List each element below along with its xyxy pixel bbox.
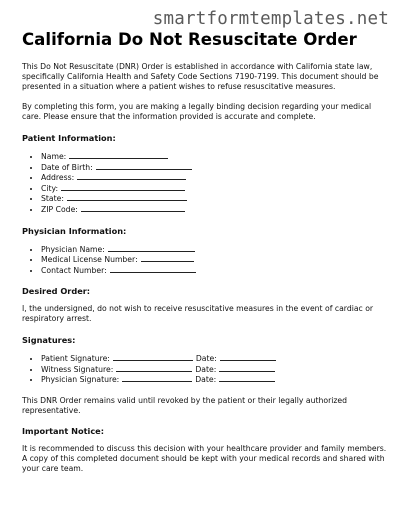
patient-date-line[interactable]	[220, 353, 276, 361]
patient-info-heading: Patient Information:	[22, 132, 116, 143]
witness-signature-item: • Witness Signature: Date:	[41, 364, 387, 375]
physician-name-item: • Physician Name:	[41, 244, 387, 255]
physician-contact-line[interactable]	[110, 265, 196, 273]
witness-date-line[interactable]	[219, 364, 275, 372]
patient-signature-line[interactable]	[113, 353, 193, 361]
dnr-document	[22, 30, 387, 485]
patient-state-line[interactable]	[67, 193, 187, 201]
patient-city-line[interactable]	[61, 183, 185, 191]
patient-name-item: • Name:	[41, 151, 387, 162]
patient-signature-item: • Patient Signature: Date:	[41, 353, 387, 364]
patient-city-item: • City:	[41, 183, 387, 194]
physician-name-line[interactable]	[108, 244, 195, 252]
patient-info-list	[22, 151, 387, 215]
patient-state-item: • State:	[41, 193, 387, 204]
physician-signature-item: • Physician Signature: Date:	[41, 374, 387, 385]
important-notice-heading: Important Notice:	[22, 426, 105, 437]
patient-zip-item: • ZIP Code:	[41, 204, 387, 215]
desired-order-text: I, the undersigned, do not wish to receive resuscitative measures in the event of cardiac or respiratory arrest.	[22, 304, 374, 324]
binding-notice-paragraph: By completing this form, you are making a legally binding decision regarding your medical care. Please ensure that the information provided is accurate and complete.	[22, 102, 372, 122]
physician-info-list	[22, 244, 387, 276]
patient-address-item: • Address:	[41, 172, 387, 183]
patient-address-line[interactable]	[77, 172, 186, 180]
signatures-heading: Signatures:	[22, 334, 76, 345]
physician-license-item: • Medical License Number:	[41, 254, 387, 265]
physician-contact-item: • Contact Number:	[41, 265, 387, 276]
physician-signature-line[interactable]	[122, 374, 192, 382]
desired-order-heading: Desired Order:	[22, 286, 91, 297]
physician-info-heading: Physician Information:	[22, 225, 127, 236]
witness-signature-line[interactable]	[116, 364, 192, 372]
patient-name-line[interactable]	[69, 151, 168, 159]
patient-zip-line[interactable]	[81, 204, 185, 212]
document-title: California Do Not Resuscitate Order	[22, 30, 357, 49]
important-notice-text: It is recommended to discuss this decision with your healthcare provider and family members. A copy of this completed document should be kept with your medical records and shared with your care team.	[22, 444, 387, 473]
patient-dob-line[interactable]	[96, 162, 192, 170]
physician-date-line[interactable]	[219, 374, 275, 382]
signatures-list	[22, 353, 387, 385]
patient-dob-item: • Date of Birth:	[41, 162, 387, 173]
intro-paragraph: This Do Not Resuscitate (DNR) Order is established in accordance with California state law, specifically California Health and Safety Code Sections 7190-7199. This document should be presented in a situation where a patient wishes to refuse resuscitative measures.	[22, 62, 379, 91]
site-watermark: smartformtemplates.net	[152, 9, 389, 29]
validity-paragraph: This DNR Order remains valid until revoked by the patient or their legally authorized representative.	[22, 395, 348, 415]
physician-license-line[interactable]	[141, 254, 194, 262]
